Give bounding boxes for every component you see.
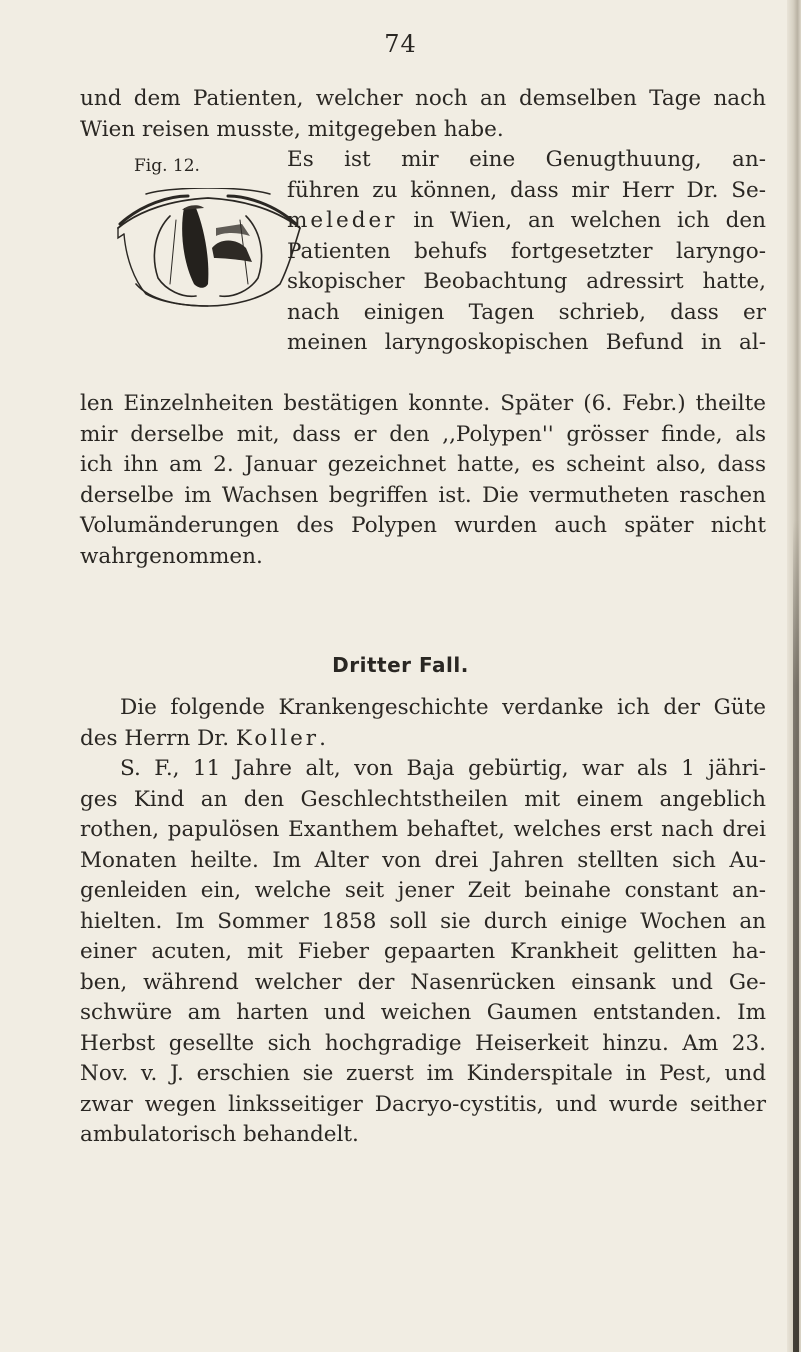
person-name: Koller	[235, 725, 320, 751]
text-line: wahrgenommen.	[80, 543, 263, 569]
text-line: führen zu können, dass mir Herr Dr. Se-	[287, 177, 766, 203]
text-line: derselbe im Wachsen begriffen ist. Die vermutheten raschen	[80, 482, 766, 508]
text-line: ich ihn am 2. Januar gezeichnet hatte, es scheint also, dass	[80, 452, 766, 477]
text-line: hielten. Im Sommer 1858 soll sie durch einige Wochen an	[80, 908, 766, 934]
text-line: zwar wegen linksseitiger Dacryo-cystitis, und wurde seither	[80, 1091, 766, 1117]
text-fragment: .	[319, 725, 326, 751]
paragraph-wrapped-beside-figure	[287, 145, 766, 359]
text-line	[287, 206, 766, 237]
text-line	[80, 724, 766, 755]
text-line: skopischer Beobachtung adressirt hatte,	[287, 269, 766, 294]
text-line: Monaten heilte. Im Alter von drei Jahren stellten sich Au-	[80, 847, 766, 873]
text-line: S. F., 11 Jahre alt, von Baja gebürtig, war als 1 jähri-	[120, 756, 766, 781]
text-line: genleiden ein, welche seit jener Zeit beinahe constant an-	[80, 878, 766, 903]
text-line: Patienten behufs fortgesetzter laryngo-	[287, 238, 766, 264]
text-line: Herbst gesellte sich hochgradige Heiserkeit hinzu. Am 23.	[80, 1030, 766, 1056]
text-line: Volumänderungen des Polypen wurden auch später nicht	[80, 513, 766, 538]
text-line: Die folgende Krankengeschichte verdanke ich der Güte	[120, 695, 766, 720]
text-line: nach einigen Tagen schrieb, dass er	[287, 299, 766, 325]
text-line: ben, während welcher der Nasenrücken einsank und Ge-	[80, 969, 766, 995]
page-number: 74	[384, 30, 417, 58]
paragraph-full-width	[80, 389, 766, 572]
text-line: rothen, papulösen Exanthem behaftet, welches erst nach drei	[80, 817, 766, 842]
person-name: meleder	[287, 208, 398, 233]
figure-label: Fig. 12.	[134, 156, 200, 176]
text-line: ges Kind an den Geschlechtstheilen mit einem angeblich	[80, 786, 766, 812]
page-edge-binding	[793, 520, 799, 1352]
text-line: einer acuten, mit Fieber gepaarten Krankheit gelitten ha-	[80, 939, 766, 964]
text-line: schwüre am harten und weichen Gaumen entstanden. Im	[80, 1000, 766, 1025]
text-fragment: in Wien, an welchen ich den	[397, 208, 766, 233]
text-line: ambulatorisch behandelt.	[80, 1122, 359, 1147]
case-history-text	[80, 693, 766, 1151]
paragraph-continuation	[80, 84, 766, 145]
text-line: meinen laryngoskopischen Befund in al-	[287, 330, 766, 355]
text-line: Es ist mir eine Genugthuung, an-	[287, 147, 766, 172]
text-line: Wien reisen musste, mitgegeben habe.	[80, 116, 504, 142]
text-line: len Einzelnheiten bestätigen konnte. Später (6. Febr.) theilte	[80, 391, 766, 416]
text-line: und dem Patienten, welcher noch an demselben Tage nach	[80, 86, 766, 111]
text-line: mir derselbe mit, dass er den ,,Polypen'' grösser finde, als	[80, 421, 766, 447]
laryngoscope-figure-illustration	[112, 188, 304, 310]
text-fragment: des Herrn Dr.	[80, 725, 236, 751]
section-heading: Dritter Fall.	[332, 653, 469, 677]
text-line: Nov. v. J. erschien sie zuerst im Kinderspitale in Pest, und	[80, 1061, 766, 1086]
